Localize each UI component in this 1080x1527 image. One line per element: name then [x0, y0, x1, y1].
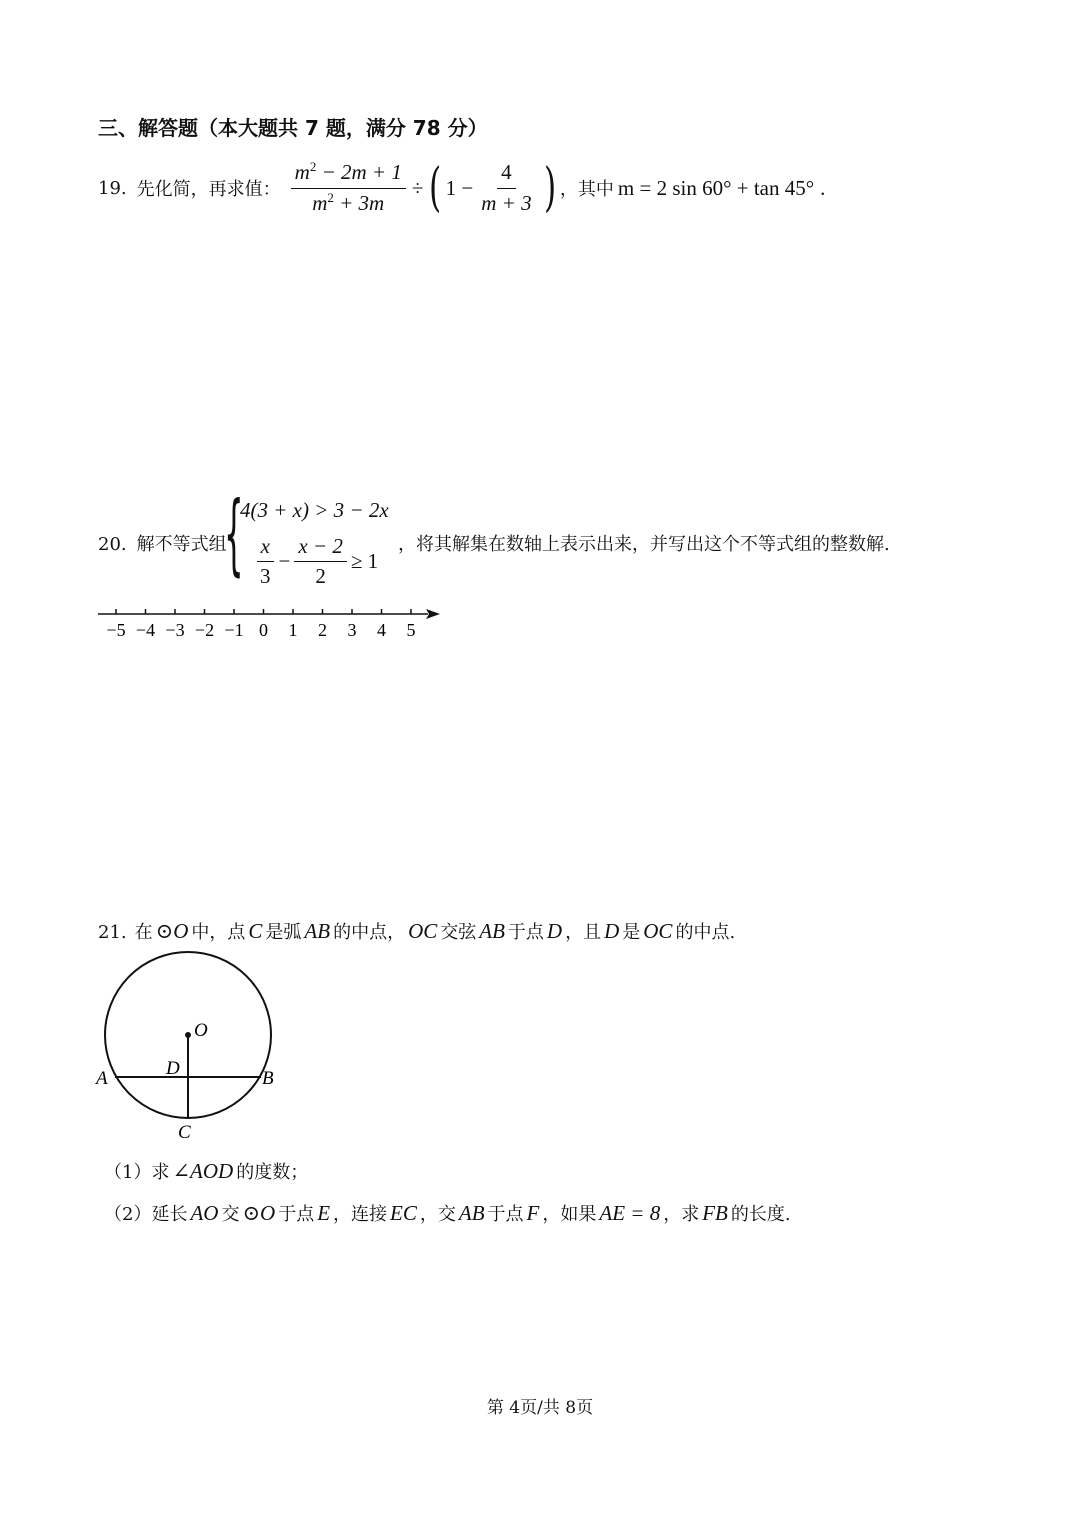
text-run: 的中点，: [333, 922, 406, 943]
text-run: 在: [134, 922, 153, 943]
q20-number: 20.: [98, 534, 127, 555]
q19-division-sign: ÷: [411, 175, 424, 200]
text-run: 的长度.: [730, 1204, 791, 1225]
q19-prompt: 先化简，再求值：: [136, 179, 281, 200]
math-run: ⊙O: [242, 1201, 276, 1225]
q19-one-minus: 1 −: [445, 175, 474, 200]
number-line-label: −5: [106, 620, 126, 640]
text-run: 是: [622, 922, 641, 943]
number-line-label: 1: [288, 620, 298, 640]
q20-brace: {: [224, 482, 244, 585]
q19-number: 19.: [98, 177, 127, 199]
label-a: A: [96, 1068, 108, 1089]
math-run: ⊙O: [155, 919, 189, 943]
number-line-label: −3: [165, 620, 185, 640]
q21-stem: [98, 918, 735, 944]
text-run: 于点: [507, 922, 544, 943]
number-line: [90, 600, 450, 648]
center-point: [185, 1032, 191, 1038]
number-line-label: 4: [377, 620, 386, 640]
q19-end: .: [820, 175, 826, 200]
q19-main-fraction: $\frac{m^2 - 2m + 1}{m^2 + 3m}$: [291, 161, 406, 214]
text-run: 中，点: [191, 922, 246, 943]
label-b: B: [262, 1068, 274, 1089]
math-run: OC: [643, 919, 673, 943]
text-run: 于点: [487, 1204, 524, 1225]
text-run: ，求: [663, 1204, 700, 1225]
q19-condition-math: m = 2 sin 60° + tan 45°: [617, 175, 815, 200]
text-run: ，如果: [542, 1204, 597, 1225]
number-line-label: −4: [135, 620, 156, 640]
number-line-label: 5: [406, 620, 416, 640]
q20-inequality-1: 4(3 + x) > 3 − 2x: [240, 498, 389, 522]
q19-condition-text: ，其中: [559, 179, 614, 200]
text-run: （2）延长: [104, 1204, 188, 1225]
text-run: 交弦: [440, 922, 477, 943]
page-footer: 第 4页/共 8页: [486, 1398, 594, 1418]
text-run: ，交: [419, 1204, 456, 1225]
math-run: D: [604, 919, 620, 943]
q19-close-paren: ): [543, 158, 556, 218]
q20-prompt: 解不等式组: [136, 534, 227, 555]
label-d: D: [166, 1058, 180, 1079]
math-run: E: [317, 1201, 331, 1225]
q20-suffix: ，将其解集在数轴上表示出来，并写出这个不等式组的整数解.: [398, 534, 890, 555]
text-run: 的中点.: [675, 922, 736, 943]
number-line-label: −1: [224, 620, 244, 640]
math-run: D: [546, 919, 563, 943]
math-run: AB: [304, 919, 331, 943]
text-run: ，且: [565, 922, 602, 943]
question-19: [98, 158, 825, 218]
math-run: F: [526, 1201, 540, 1225]
q20-inequality-2: $\frac{x}{3}$ − $\frac{x - 2}{2}$ ≥ 1: [252, 535, 378, 588]
math-run: AE = 8: [599, 1201, 661, 1225]
q19-inner-fraction: $\frac{4}{m + 3}$: [481, 160, 532, 215]
q20-number-prompt: [98, 530, 227, 556]
number-line-label: 0: [259, 620, 268, 640]
text-run: （1）求: [104, 1162, 170, 1183]
label-o: O: [194, 1020, 208, 1041]
math-run: FB: [702, 1201, 728, 1225]
label-c: C: [178, 1122, 191, 1143]
math-run: AO: [190, 1201, 219, 1225]
number-line-arrow: [426, 609, 440, 619]
text-run: 于点: [278, 1204, 315, 1225]
q19-open-paren: (: [429, 158, 442, 218]
number-line-label: 2: [318, 620, 327, 640]
text-run: 交: [221, 1204, 240, 1225]
math-run: C: [248, 919, 263, 943]
circle-figure: [88, 948, 298, 1148]
q21-sub1: [104, 1158, 308, 1184]
number-line-label: 3: [347, 620, 357, 640]
math-run: ∠AOD: [172, 1159, 234, 1183]
text-run: 的度数；: [236, 1162, 309, 1183]
number-line-label: −2: [194, 620, 215, 640]
math-run: OC: [408, 919, 438, 943]
q21-number: 21.: [98, 922, 127, 943]
math-run: AB: [458, 1201, 485, 1225]
math-run: AB: [479, 919, 505, 943]
q21-sub2: [104, 1200, 791, 1226]
text-run: ，连接: [333, 1204, 388, 1225]
section-title: 三、解答题（本大题共 7 题，满分 78 分）: [98, 116, 488, 140]
math-run: EC: [390, 1201, 417, 1225]
text-run: 是弧: [265, 922, 302, 943]
